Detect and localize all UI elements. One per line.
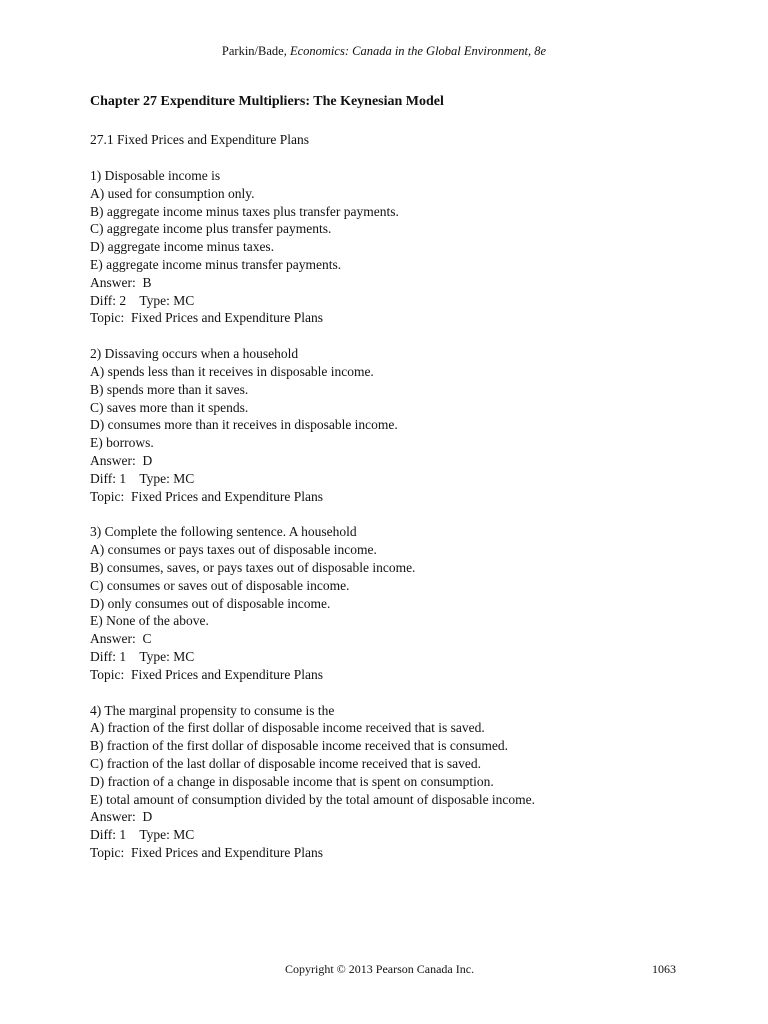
option-b: B) aggregate income minus taxes plus transfer payments. (90, 203, 399, 219)
question-4 (90, 702, 690, 862)
question-3 (90, 523, 690, 683)
option-d: D) aggregate income minus taxes. (90, 239, 275, 255)
running-header (0, 44, 768, 59)
option-c: C) consumes or saves out of disposable income. (90, 577, 350, 593)
topic: Topic: Fixed Prices and Expenditure Plans (90, 488, 324, 504)
difficulty-type: Diff: 2 Type: MC (90, 292, 195, 308)
topic: Topic: Fixed Prices and Expenditure Plans (90, 666, 324, 682)
difficulty-type: Diff: 1 Type: MC (90, 470, 195, 486)
question-stem: 4) The marginal propensity to consume is the (90, 702, 335, 718)
option-e: E) aggregate income minus transfer payments. (90, 256, 342, 272)
answer: Answer: C (90, 631, 152, 647)
option-e: E) total amount of consumption divided by the total amount of disposable income. (90, 791, 536, 807)
option-e: E) borrows. (90, 435, 154, 451)
section-title: 27.1 Fixed Prices and Expenditure Plans (90, 132, 309, 147)
page-number: 1063 (652, 962, 676, 976)
header-authors: Parkin/Bade, (221, 44, 290, 58)
difficulty-type: Diff: 1 Type: MC (90, 827, 195, 843)
copyright-notice: Copyright © 2013 Pearson Canada Inc. (285, 962, 475, 976)
option-b: B) fraction of the first dollar of disposable income received that is consumed. (90, 738, 508, 754)
question-stem: 2) Dissaving occurs when a household (90, 346, 299, 362)
answer: Answer: B (90, 274, 152, 290)
question-stem: 3) Complete the following sentence. A household (90, 524, 357, 540)
option-b: B) consumes, saves, or pays taxes out of disposable income. (90, 559, 416, 575)
option-c: C) fraction of the last dollar of disposable income received that is saved. (90, 755, 481, 771)
answer: Answer: D (90, 809, 153, 825)
option-d: D) only consumes out of disposable income. (90, 595, 331, 611)
topic: Topic: Fixed Prices and Expenditure Plans (90, 844, 324, 860)
option-e: E) None of the above. (90, 613, 209, 629)
question-1 (90, 167, 690, 327)
document-body (90, 93, 690, 880)
topic: Topic: Fixed Prices and Expenditure Plans (90, 310, 324, 326)
option-a: A) consumes or pays taxes out of disposable income. (90, 542, 377, 558)
option-b: B) spends more than it saves. (90, 381, 249, 397)
difficulty-type: Diff: 1 Type: MC (90, 648, 195, 664)
question-stem: 1) Disposable income is (90, 168, 221, 183)
option-d: D) fraction of a change in disposable income that is spent on consumption. (90, 773, 494, 789)
option-d: D) consumes more than it receives in disposable income. (90, 417, 398, 433)
option-c: C) saves more than it spends. (90, 399, 249, 415)
question-2 (90, 345, 690, 505)
option-a: A) fraction of the first dollar of disposable income received that is saved. (90, 720, 485, 736)
header-book-title: Economics: Canada in the Global Environment, 8e (289, 44, 547, 58)
option-c: C) aggregate income plus transfer payments. (90, 221, 332, 237)
option-a: A) spends less than it receives in disposable income. (90, 363, 374, 379)
chapter-title: Chapter 27 Expenditure Multipliers: The Keynesian Model (90, 94, 444, 109)
answer: Answer: D (90, 452, 153, 468)
option-a: A) used for consumption only. (90, 185, 255, 201)
